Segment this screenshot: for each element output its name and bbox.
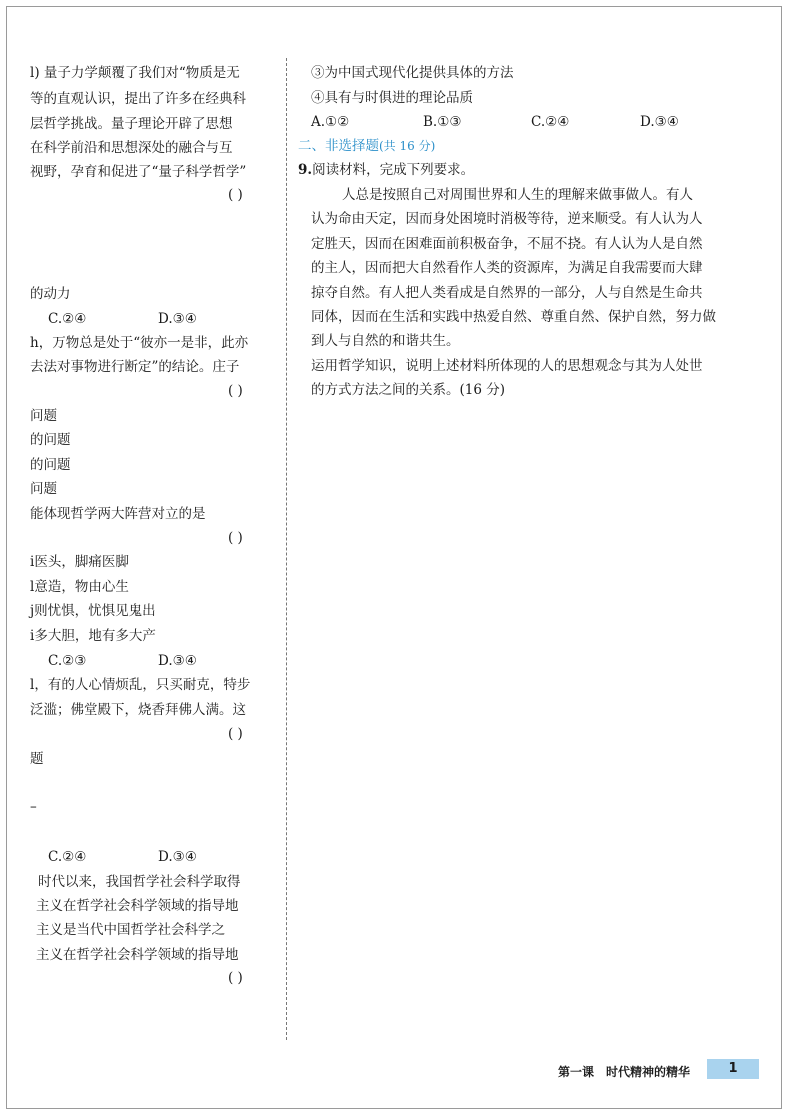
left-text-line: 泛滥；佛堂殿下，烧香拜佛人满。这 xyxy=(30,702,246,718)
left-text-line: l，有的人心情烦乱，只买耐克，特步 xyxy=(30,677,251,693)
left-text-line: i多大胆，地有多大产 xyxy=(30,628,156,644)
answer-choice: C.②④ xyxy=(48,849,87,865)
material-line: 到人与自然的和谐共生。 xyxy=(311,333,460,349)
answer-choice: C.②④ xyxy=(48,311,87,327)
section-heading xyxy=(298,137,435,155)
question-9-stem xyxy=(298,161,474,179)
choice-d: D.③④ xyxy=(640,114,679,130)
answer-paren: ( ) xyxy=(228,530,243,546)
task-line: 运用哲学知识，说明上述材料所体现的人的思想观念与其为人处世 xyxy=(311,358,703,374)
page-number: 1 xyxy=(707,1059,759,1079)
question-number: 9. xyxy=(298,162,313,178)
left-text-line: 能体现哲学两大阵营对立的是 xyxy=(30,506,206,522)
answer-choice: D.③④ xyxy=(158,653,197,669)
left-text-line: 层哲学挑战。量子理论开辟了思想 xyxy=(30,116,233,132)
choice-b: B.①③ xyxy=(423,114,462,130)
left-text-line: 视野，孕育和促进了“量子科学哲学” xyxy=(30,164,247,180)
left-text-line: i医头，脚痛医脚 xyxy=(30,554,129,570)
answer-choice: D.③④ xyxy=(158,311,197,327)
answer-paren: ( ) xyxy=(228,187,243,203)
lesson-title: 第一课 时代精神的精华 xyxy=(558,1065,691,1079)
left-text-line: – xyxy=(30,799,37,815)
answer-choice: C.②③ xyxy=(48,653,87,669)
task-line: 的方式方法之间的关系。(16 分) xyxy=(311,382,506,398)
material-line: 掠夺自然。有人把人类看成是自然界的一部分，人与自然是生命共 xyxy=(311,285,703,301)
choice-a: A.①② xyxy=(311,114,350,130)
left-text-line: l意造，物由心生 xyxy=(30,579,129,595)
left-text-line: 主义是当代中国哲学社会科学之 xyxy=(36,922,225,938)
question-prompt: 阅读材料，完成下列要求。 xyxy=(312,162,475,178)
left-text-line: 问题 xyxy=(30,481,57,497)
material-line: 同体，因而在生活和实践中热爱自然、尊重自然、保护自然，努力做 xyxy=(311,309,716,325)
answer-paren: ( ) xyxy=(228,726,243,742)
left-text-line: 主义在哲学社会科学领域的指导地 xyxy=(36,898,239,914)
section-title: 二、非选择题 xyxy=(298,138,379,154)
left-text-line: 的问题 xyxy=(30,432,71,448)
left-text-line: 主义在哲学社会科学领域的指导地 xyxy=(36,947,239,963)
choice-c: C.②④ xyxy=(531,114,570,130)
answer-paren: ( ) xyxy=(228,383,243,399)
left-text-line: l) 量子力学颠覆了我们对“物质是无 xyxy=(30,65,240,81)
option-4: ④具有与时俱进的理论品质 xyxy=(311,90,473,106)
left-text-line: 的动力 xyxy=(30,286,71,302)
left-text-line: j则忧惧，忧惧见鬼出 xyxy=(30,603,156,619)
left-text-line: 等的直观认识，提出了许多在经典科 xyxy=(30,91,246,107)
material-line: 人总是按照自己对周围世界和人生的理解来做事做人。有人 xyxy=(342,187,693,203)
left-text-line: 问题 xyxy=(30,408,57,424)
left-text-line: 时代以来，我国哲学社会科学取得 xyxy=(38,874,241,890)
section-score: (共 16 分) xyxy=(379,139,436,153)
answer-paren: ( ) xyxy=(228,970,243,986)
left-text-line: 的问题 xyxy=(30,457,71,473)
left-text-line: h，万物总是处于“彼亦一是非，此亦 xyxy=(30,335,249,351)
material-line: 认为命由天定，因而身处困境时消极等待，逆来顺受。有人认为人 xyxy=(311,211,703,227)
column-divider xyxy=(286,58,287,1040)
option-3: ③为中国式现代化提供具体的方法 xyxy=(311,65,514,81)
answer-choice: D.③④ xyxy=(158,849,197,865)
material-line: 定胜天，因而在困难面前积极奋争，不屈不挠。有人认为人是自然 xyxy=(311,236,703,252)
left-text-line: 在科学前沿和思想深处的融合与互 xyxy=(30,140,233,156)
material-line: 的主人，因而把大自然看作人类的资源库，为满足自我需要而大肆 xyxy=(311,260,703,276)
left-text-line: 去法对事物进行断定”的结论。庄子 xyxy=(30,359,240,375)
left-text-line: 题 xyxy=(30,751,44,767)
